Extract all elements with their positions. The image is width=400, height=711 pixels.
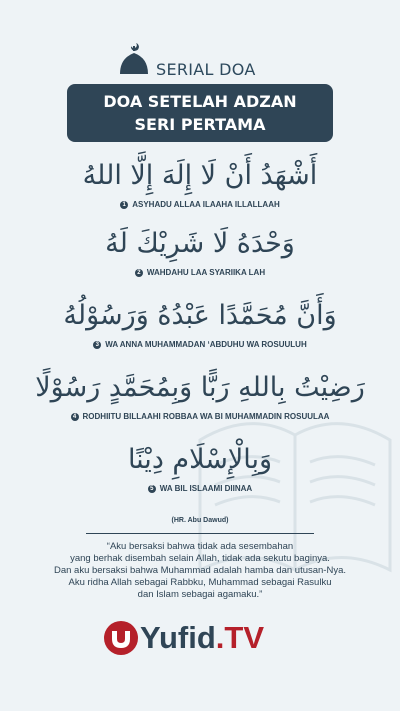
title-line-2: SERI PERTAMA	[134, 115, 266, 134]
verse-latin: RODHIITU BILLAAHI ROBBAA WA BI MUHAMMADIN ROSUULAA	[82, 412, 330, 421]
verse-number: 3	[93, 341, 101, 349]
verse-latin: WA ANNA MUHAMMADAN ‘ABDUHU WA ROSUULUH	[105, 340, 307, 349]
verse-4	[0, 368, 400, 421]
divider	[86, 533, 314, 534]
verse-latin: WAHDAHU LAA SYARIIKA LAH	[146, 268, 266, 277]
header	[0, 42, 400, 82]
verse-latin: WA BIL ISLAAMI DIINAA	[159, 484, 253, 493]
verse-5	[0, 440, 400, 493]
verse-3	[0, 296, 400, 349]
verse-1	[0, 156, 400, 209]
verse-arabic: وَبِالْإِسْلَامِ دِيْنًا	[127, 444, 273, 475]
translation-line: yang berhak disembah selain Allah, tidak ada sekutu baginya.	[70, 553, 330, 564]
mosque-dome-icon	[118, 42, 150, 76]
verse-number: 1	[120, 201, 128, 209]
hadith-source: (HR. Abu Dawud)	[171, 517, 229, 524]
translation-line: Dan aku bersaksi bahwa Muhammad adalah hamba dan utusan-Nya.	[53, 565, 347, 576]
logo-suffix-text: .TV	[215, 620, 265, 655]
yufid-tv-logo	[103, 618, 264, 658]
translation-line: “Aku bersaksi bahwa tidak ada sesembahan	[106, 541, 294, 552]
translation-line: dan Islam sebagai agamaku.”	[137, 589, 263, 600]
title-banner	[67, 84, 333, 142]
verse-arabic: أَشْهَدُ أَنْ لَا إِلَهَ إِلَّا اللهُ	[82, 160, 318, 191]
translation-line: Aku ridha Allah sebagai Rabbku, Muhammad sebagai Rasulku	[68, 577, 332, 588]
verse-2	[0, 224, 400, 277]
verse-arabic: وَحْدَهُ لَا شَرِيْكَ لَهُ	[105, 228, 295, 259]
translation-text	[40, 541, 360, 601]
verse-number: 5	[148, 485, 156, 493]
yufid-logo-icon	[103, 620, 139, 656]
series-label: SERIAL DOA	[156, 60, 256, 79]
verse-number: 2	[135, 269, 143, 277]
verse-number: 4	[71, 413, 79, 421]
verse-arabic: رَضِيْتُ بِاللهِ رَبًّا وَبِمُحَمَّدٍ رَسُوْلًا	[35, 372, 365, 403]
verse-arabic: وَأَنَّ مُحَمَّدًا عَبْدُهُ وَرَسُوْلُهُ	[63, 300, 337, 331]
logo-main-text: Yufid	[140, 620, 216, 655]
title-line-1: DOA SETELAH ADZAN	[103, 92, 297, 111]
verse-latin: ASYHADU ALLAA ILAAHA ILLALLAAH	[132, 200, 280, 209]
